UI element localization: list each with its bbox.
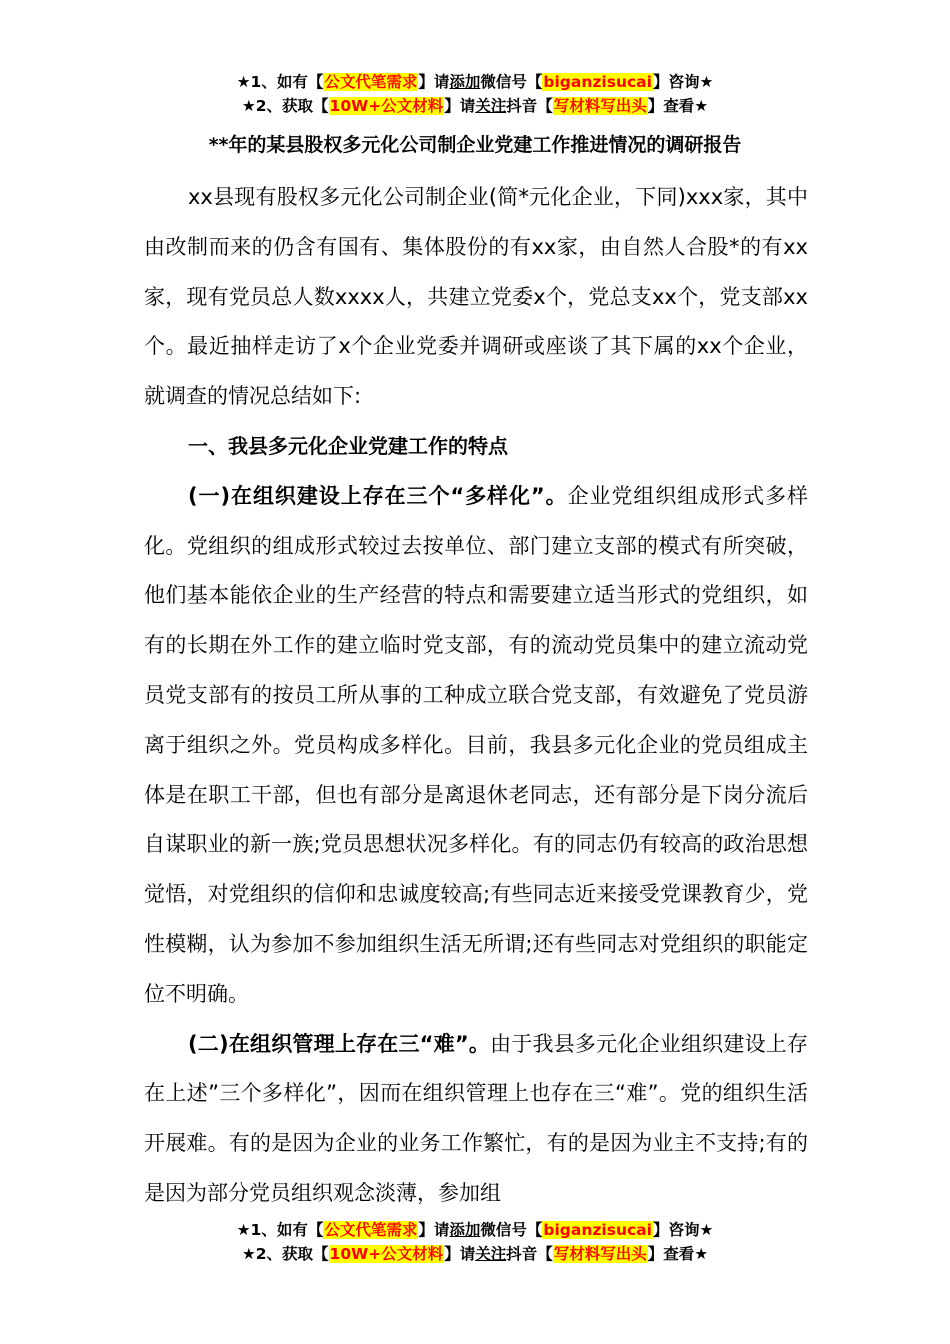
bottom-banner xyxy=(0,1218,950,1266)
banner-highlight: biganzisucai xyxy=(543,1221,652,1239)
banner-underline: 添加 xyxy=(449,1221,481,1239)
banner-text: 微信号【 xyxy=(480,1221,543,1239)
banner-line-2 xyxy=(0,1242,950,1266)
subsection-1-paragraph xyxy=(144,472,808,1020)
banner-highlight: 公文代笔需求 xyxy=(324,73,418,91)
banner-text: 抖音【 xyxy=(506,97,553,115)
banner-text: 】查看★ xyxy=(647,1245,709,1263)
subsection-2-title: (二)在组织管理上存在三“难”。 xyxy=(188,1031,491,1056)
banner-underline: 关注 xyxy=(475,1245,507,1263)
subsection-2-body: 由于我县多元化企业组织建设上存在上述”三个多样化”，因而在组织管理上也存在三“难”。党的组织生活开展难。有的是因为企业的业务工作繁忙，有的是因为业主不支持;有的是因为部分党员组织观念淡薄，参加组 xyxy=(144,1031,808,1205)
banner-text: 】咨询★ xyxy=(652,1221,714,1239)
banner-line-1 xyxy=(0,70,950,94)
banner-underline: 关注 xyxy=(475,97,507,115)
banner-text: 微信号【 xyxy=(480,73,543,91)
subsection-2-paragraph xyxy=(144,1020,808,1219)
banner-underline: 添加 xyxy=(449,73,481,91)
banner-highlight: 写材料写出头 xyxy=(553,1245,647,1263)
banner-line-1 xyxy=(0,1218,950,1242)
banner-text: 】请 xyxy=(418,73,450,91)
banner-highlight: 写材料写出头 xyxy=(553,97,647,115)
banner-text: 】请 xyxy=(444,97,476,115)
banner-text: 】查看★ xyxy=(647,97,709,115)
banner-text: 】咨询★ xyxy=(652,73,714,91)
banner-text: ★1、如有【 xyxy=(236,73,324,91)
document-title: **年的某县股权多元化公司制企业党建工作推进情况的调研报告 xyxy=(208,134,742,156)
subsection-1-title: (一)在组织建设上存在三个“多样化”。 xyxy=(188,483,568,508)
banner-text: ★2、获取【 xyxy=(241,1245,329,1263)
intro-paragraph: xx县现有股权多元化公司制企业(简*元化企业，下同)xxx家，其中由改制而来的仍含有国有、集体股份的有xx家，由自然人合股*的有xx家，现有党员总人数xxxx人，共建立党委x个，党总支xx个，党支部xx个。最近抽样走访了x个企业党委并调研或座谈了其下属的xx个企业，就调查的情况总结如下: xyxy=(144,185,808,409)
document-body xyxy=(144,173,808,1219)
banner-text: 抖音【 xyxy=(506,1245,553,1263)
banner-highlight: 10W+公文材料 xyxy=(329,1245,444,1263)
banner-line-2 xyxy=(0,94,950,118)
banner-text: 】请 xyxy=(444,1245,476,1263)
banner-text: ★2、获取【 xyxy=(241,97,329,115)
top-banner xyxy=(0,70,950,118)
section-heading: 一、我县多元化企业党建工作的特点 xyxy=(188,433,508,458)
banner-text: 】请 xyxy=(418,1221,450,1239)
banner-highlight: biganzisucai xyxy=(543,73,652,91)
banner-highlight: 10W+公文材料 xyxy=(329,97,444,115)
banner-highlight: 公文代笔需求 xyxy=(324,1221,418,1239)
subsection-1-body: 企业党组织组成形式多样化。党组织的组成形式较过去按单位、部门建立支部的模式有所突破，他们基本能依企业的生产经营的特点和需要建立适当形式的党组织，如有的长期在外工作的建立临时党支部，有的流动党员集中的建立流动党员党支部有的按员工所从事的工种成立联合党支部，有效避免了党员游离于组织之外。党员构成多样化。目前，我县多元化企业的党员组成主体是在职工干部，但也有部分是离退休老同志，还有部分是下岗分流后自谋职业的新一族;党员思想状况多样化。有的同志仍有较高的政治思想觉悟，对党组织的信仰和忠诚度较高;有些同志近来接受党课教育少，党性模糊，认为参加不参加组织生活无所谓;还有些同志对党组织的职能定位不明确。 xyxy=(144,483,808,1006)
banner-text: ★1、如有【 xyxy=(236,1221,324,1239)
